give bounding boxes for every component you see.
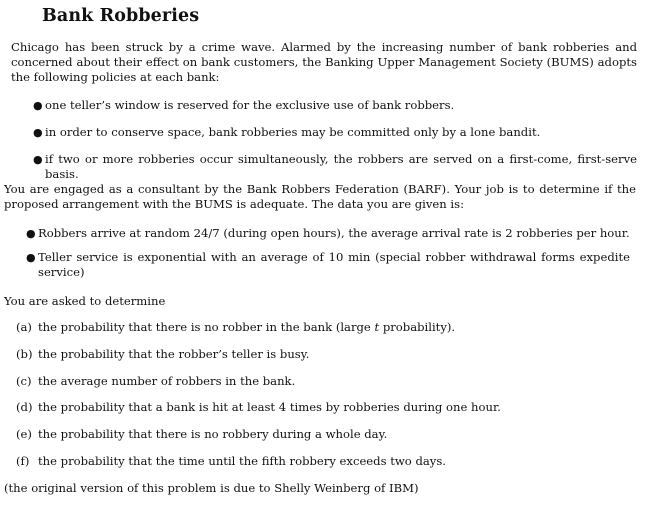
- question-text: the average number of robbers in the bank.: [38, 373, 296, 388]
- list-item: [26, 250, 630, 280]
- policy-text: one teller’s window is reserved for the exclusive use of bank robbers.: [45, 98, 455, 112]
- list-item: [16, 374, 636, 389]
- question-variable: t: [374, 320, 380, 334]
- question-text: the probability that a bank is hit at least 4 times by robberies during one hour.: [38, 400, 501, 415]
- question-label: (a): [16, 320, 32, 334]
- policy-text: in order to conserve space, bank robberies may be committed only by a lone bandit.: [45, 125, 541, 139]
- bullet-icon: ●: [33, 126, 43, 139]
- list-item: [16, 320, 636, 335]
- list-item: [16, 427, 636, 442]
- question-label: (f): [16, 453, 30, 468]
- question-text: the probability that there is no robber in the bank (large: [38, 320, 375, 334]
- data-text: Robbers arrive at random 24/7 (during open hours), the average arrival rate is 2 robberies per hour.: [38, 226, 630, 240]
- question-text: the probability that the robber’s teller is busy.: [38, 346, 310, 361]
- question-label: (d): [16, 400, 33, 415]
- policies-list: [33, 98, 637, 194]
- question-text: the probability that there is no robbery during a whole day.: [38, 427, 388, 442]
- intro-paragraph: Chicago has been struck by a crime wave. Alarmed by the increasing number of bank robberies and concerned about their effect on bank customers, the Banking Upper Management Society (BUMS) adopts the following policies at each bank:: [11, 40, 637, 84]
- question-label: (c): [16, 373, 32, 388]
- bullet-icon: ●: [26, 251, 36, 264]
- page-title: Bank Robberies: [42, 6, 200, 26]
- data-text: Teller service is exponential with an average of 10 min (special robber withdrawal forms expedite service): [38, 250, 630, 279]
- bullet-icon: ●: [33, 99, 43, 112]
- questions-list: [16, 320, 636, 481]
- data-list: [26, 226, 630, 289]
- question-label: (b): [16, 346, 33, 361]
- list-item: [16, 454, 636, 469]
- list-item: [16, 347, 636, 362]
- question-text-end: probability).: [379, 320, 456, 334]
- list-item: [33, 125, 637, 140]
- consultant-paragraph: You are engaged as a consultant by the Bank Robbers Federation (BARF). Your job is to determine if the proposed arrangement with the BUMS is adequate. The data you are given is:: [4, 182, 636, 211]
- list-item: [33, 152, 637, 182]
- list-item: [33, 98, 637, 113]
- bullet-icon: ●: [33, 153, 43, 166]
- bullet-icon: ●: [26, 227, 36, 240]
- list-item: [16, 400, 636, 415]
- question-label: (e): [16, 427, 32, 442]
- policy-text: if two or more robberies occur simultaneously, the robbers are served on a first-come, first-serve basis.: [45, 152, 637, 181]
- asked-paragraph: You are asked to determine: [4, 294, 166, 308]
- question-text: the probability that the time until the fifth robbery exceeds two days.: [38, 453, 446, 468]
- attribution-note: (the original version of this problem is due to Shelly Weinberg of IBM): [4, 481, 419, 495]
- list-item: [26, 226, 630, 241]
